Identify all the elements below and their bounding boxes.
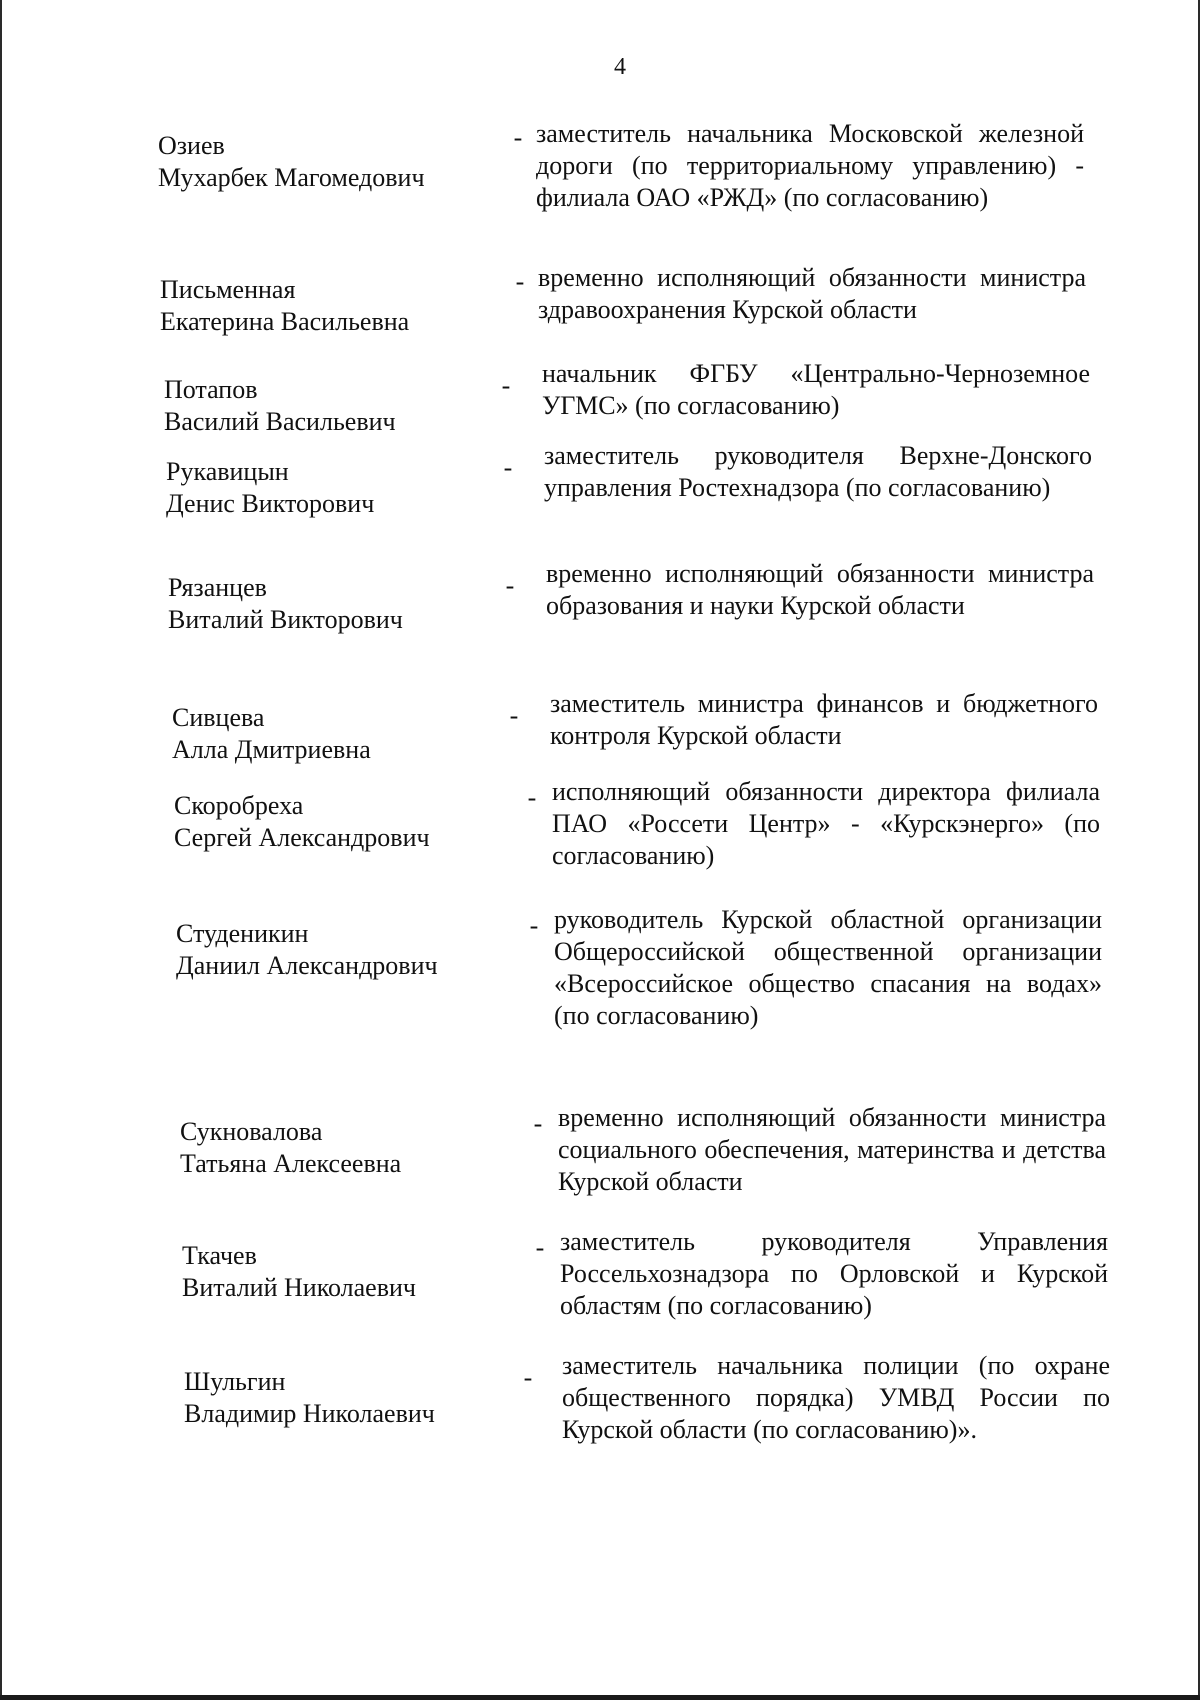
member-dash: - xyxy=(505,571,515,600)
member-dash: - xyxy=(523,1363,533,1392)
member-name xyxy=(172,702,502,766)
member-role: заместитель руководителя Управления Россельхознадзора по Орловской и Курской областям (по согласованию) xyxy=(560,1227,1108,1320)
member-name xyxy=(164,374,494,438)
member-surname: Потапов xyxy=(164,375,258,404)
member-surname: Сивцева xyxy=(172,703,265,732)
member-surname: Озиев xyxy=(158,131,225,160)
member-surname: Рукавицын xyxy=(166,457,289,486)
member-given-names: Виталий Викторович xyxy=(168,605,403,634)
member-role: временно исполняющий обязанности министра социального обеспечения, материнства и детства Курской области xyxy=(558,1103,1106,1196)
member-name xyxy=(158,130,488,194)
member-role: начальник ФГБУ «Центрально-Черноземное УГМС» (по согласованию) xyxy=(542,359,1090,420)
member-given-names: Мухарбек Магомедович xyxy=(158,163,425,192)
member-dash: - xyxy=(509,701,519,730)
member-dash: - xyxy=(535,1233,545,1262)
member-dash: - xyxy=(515,267,525,296)
member-role: заместитель руководителя Верхне-Донского управления Ростехнадзора (по согласованию) xyxy=(544,441,1092,502)
member-dash: - xyxy=(513,123,523,152)
page-number: 4 xyxy=(614,54,626,80)
member-role: временно исполняющий обязанности министра образования и науки Курской области xyxy=(546,559,1094,620)
member-surname: Скоробреха xyxy=(174,791,304,820)
member-dash: - xyxy=(503,453,513,482)
member-given-names: Денис Викторович xyxy=(166,489,375,518)
member-given-names: Владимир Николаевич xyxy=(184,1399,435,1428)
member-name xyxy=(182,1240,512,1304)
member-surname: Студеникин xyxy=(176,919,309,948)
member-name xyxy=(180,1116,510,1180)
member-dash: - xyxy=(527,783,537,812)
member-name xyxy=(176,918,506,982)
member-dash: - xyxy=(533,1109,543,1138)
member-surname: Шульгин xyxy=(184,1367,286,1396)
member-role: заместитель начальника полиции (по охране общественного порядка) УМВД России по Курской области (по согласованию)». xyxy=(562,1351,1110,1444)
member-given-names: Алла Дмитриевна xyxy=(172,735,371,764)
member-name xyxy=(184,1366,514,1430)
member-role: исполняющий обязанности директора филиала ПАО «Россети Центр» - «Курскэнерго» (по согласованию) xyxy=(552,777,1100,870)
member-name xyxy=(166,456,496,520)
member-given-names: Сергей Александрович xyxy=(174,823,430,852)
member-given-names: Василий Васильевич xyxy=(164,407,396,436)
member-role: руководитель Курской областной организации Общероссийской общественной организации «Всероссийское общество спасания на водах» (по согласованию) xyxy=(554,905,1102,1030)
member-dash: - xyxy=(501,371,511,400)
member-surname: Сукновалова xyxy=(180,1117,323,1146)
member-surname: Письменная xyxy=(160,275,296,304)
member-given-names: Даниил Александрович xyxy=(176,951,438,980)
member-role: временно исполняющий обязанности министра здравоохранения Курской области xyxy=(538,263,1086,324)
member-given-names: Екатерина Васильевна xyxy=(160,307,410,336)
member-role: заместитель начальника Московской железной дороги (по территориальному управлению) - филиала ОАО «РЖД» (по согласованию) xyxy=(536,119,1084,212)
member-role: заместитель министра финансов и бюджетного контроля Курской области xyxy=(550,689,1098,750)
member-given-names: Виталий Николаевич xyxy=(182,1273,416,1302)
member-surname: Ткачев xyxy=(182,1241,257,1270)
member-given-names: Татьяна Алексеевна xyxy=(180,1149,402,1178)
member-dash: - xyxy=(529,911,539,940)
member-name xyxy=(160,274,490,338)
member-name xyxy=(174,790,504,854)
member-name xyxy=(168,572,498,636)
member-surname: Рязанцев xyxy=(168,573,267,602)
